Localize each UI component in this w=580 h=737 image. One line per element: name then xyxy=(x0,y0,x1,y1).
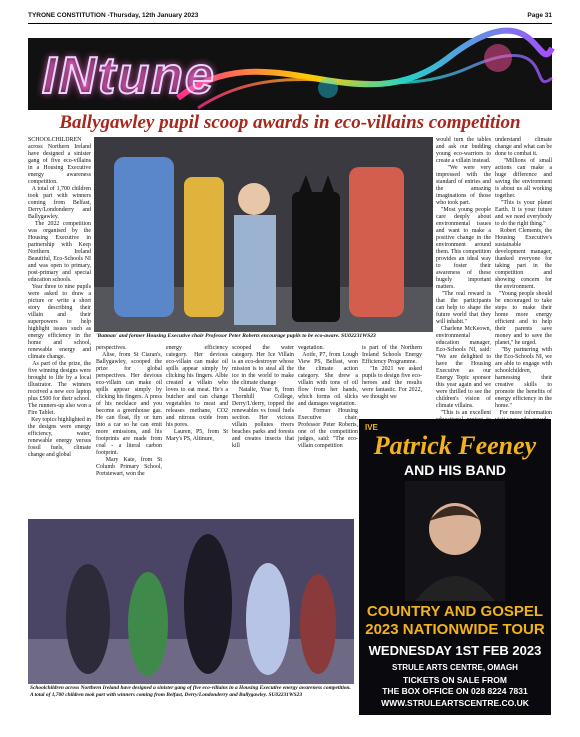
header-page-number: Page 31 xyxy=(527,11,552,19)
article-column-3: energy efficiency category. Her devious eco-villain can make oil spills appear simply by clicking his fingers. Albie created a villain who loves to eat meat. He's a butcher and can change vegetables to meat and releases methane, CO2 and nitrous oxide from his pores. Lauren, P5, from St Mary's PS, Altinure, xyxy=(166,345,228,442)
photo-illustration xyxy=(94,137,433,332)
eco-villains-artwork xyxy=(28,519,354,684)
ad-date: WEDNESDAY 1ST FEB 2023 xyxy=(368,643,542,658)
patrick-feeney-advert xyxy=(359,419,551,715)
ad-band: AND HIS BAND xyxy=(404,462,506,478)
ad-website: WWW.STRULEARTSCENTRE.CO.UK xyxy=(381,698,529,708)
ad-tour-line-1: COUNTRY AND GOSPEL xyxy=(366,603,544,620)
header-rule xyxy=(28,23,552,24)
header-paper-date: TYRONE CONSTITUTION -Thursday, 12th January 2023 xyxy=(28,11,199,19)
photo-batman-and-professor xyxy=(94,137,433,332)
article-column-1: SCHOOLCHILDREN across Northern Ireland have designed a sinister gang of five eco-villains in a Housing Executive energy awareness competition. A total of 1,700 children took part with winners coming from Belfast, Derry/Londonderry and Ballygawley. The 2022 competition was organised by the Housing Executive in partnership with Keep Northern Ireland Beautiful, Eco-Schools NI and was open to primary, post-primary and special education schools. Year three to nine pupils were asked to draw a picture or write a short story describing their villain and their superpowers to help highlight issues such as energy efficiency in the home and school, renewable energy and climate change. As part of the prize, the five winning designs were brought to life by a local illustrator. The winners received a new eco laptop plus £500 for their school. The runners-up also won a Fire Tablet. Key topics highlighted in the designs were energy efficiency, water, renewable energy versus fossil fuels, climate change and global xyxy=(28,137,91,458)
article-column-4: scooped the water category. Her Ice Villain is an eco-destroyer whose mission is to steal all the ice in the world to make the climate change Natalie, Year 8, from Thornhill College, Derry/L'derry, topped the renewables vs fossil fuels section. Her vicious villain pollutes rivers beaches parks and forests and creates insects that kill xyxy=(232,345,294,449)
ad-tour-line-2: 2023 NATIONWIDE TOUR xyxy=(365,621,545,638)
ad-venue-tag: IVE xyxy=(365,423,378,432)
intune-banner xyxy=(28,38,552,110)
photo-caption-1: 'Batman' and former Housing Executive chair Professor Peter Roberts encourage pupils to be eco-aware. SU02231WS23 xyxy=(96,333,376,339)
page-header xyxy=(28,8,552,22)
article-column-7: would turn the tables and ask our budding young eco-warriors to create a villain instead. "We were very impressed with the standard of entries and the amazing imaginations of those who took part. "Most young people care deeply about environmental issues and want to make a positive change in the environment around them. This competition provides an ideal way to foster their awareness of these hugely important matters. "The real reward is that the participants can help to shape the future world that they will inhabit." Charlene McKeown, environmental education manager, Eco-Schools NI, said: "We are delighted to have the Housing Executive as our Energy Topic sponsor this year again and we were thrilled to see the children's vision of climate villains. "This is an excellent xyxy=(436,137,491,416)
ad-tickets-line-2: THE BOX OFFICE ON 028 8224 7831 xyxy=(382,686,528,696)
article-column-5: vegetation. Aoife, P7, from Lough View PS, Belfast, won the climate action category. She drew a villain with tons of oil flow from her hands, which forms oil slicks and damages vegetation. Former Housing Executive chair, Professor Peter Roberts, one of the competition judges, said: "The eco-villain competition xyxy=(298,345,358,449)
ad-tickets-line-1: TICKETS ON SALE FROM xyxy=(403,675,507,685)
article-column-8: understand climate change and what can be done to combat it. "Millions of small actions can make a huge difference and saving the environment is about us all working together. "This is your planet Earth. It is your future and we need everybody to do the right thing." Robert Clements, the Housing Executive's sustainable development manager, thanked everyone for taking part in the competition and showing concern for the environment. "Young people should be encouraged to take steps to make their home more energy efficient and to help their parents save money and to save the planet," he urged. "By partnering with the Eco-Schools NI, we are able to engage with schoolchildren, harnessing their creative skills to promote the benefits of energy efficiency in the home." For more information xyxy=(495,137,552,416)
photo-caption-2: Schoolchildren across Northern Ireland have designed a sinister gang of five eco-villains in a Housing Executive energy awareness competition. A total of 1,700 children took part with winners coming from Belfast, Derry/Londonderry and Ballygawley. SU02231WS23 xyxy=(30,685,351,698)
ad-artist-name: Patrick Feeney xyxy=(373,431,537,460)
article-headline: Ballygawley pupil scoop awards in eco-villains competition xyxy=(59,112,521,133)
photo-eco-villains-illustration xyxy=(28,519,354,684)
article-column-2: perspectives. Alise, from St Ciaran's, Ballygawley, scooped the prize for global perspectives. Her devious eco-villain can make oil spills appear simply by clicking his fingers. A press of his necklace and you become a greenhouse gas. He can float, fly or turn into a car so he can emit more emissions, and his footprints are made from coal - a literal carbon footprint. Mary Kate, from St Columb Primary School, Portstewart, won the xyxy=(96,345,162,477)
ad-venue: STRULE ARTS CENTRE, OMAGH xyxy=(392,663,518,672)
article-column-6: is part of the Northern Ireland Schools Energy Efficiency Programme. "In 2021 we asked pupils to design five eco-heroes and the results were fantastic. For 2022, we thought we xyxy=(362,345,422,400)
ad-artist-portrait xyxy=(405,481,505,601)
banner-logo: INtune xyxy=(42,47,216,105)
